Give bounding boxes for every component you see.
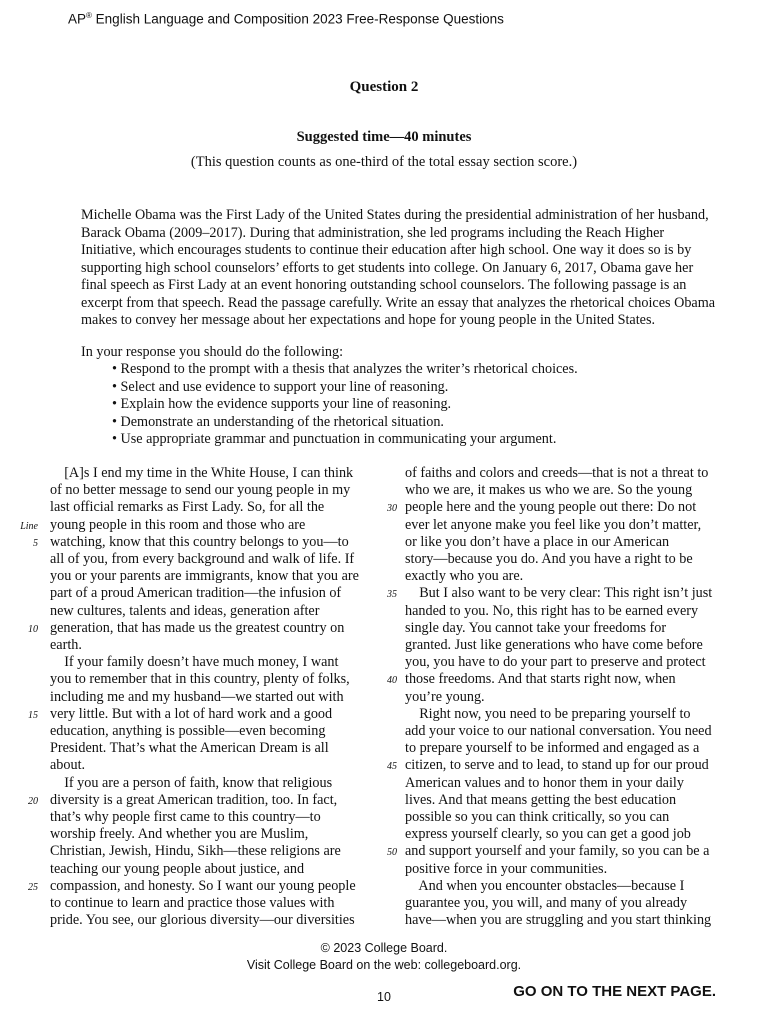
passage-text: you to remember that in this country, plenty of folks, [50, 671, 350, 688]
passage-line [50, 809, 365, 826]
passage-text: add your voice to our national conversation. You need [405, 723, 712, 740]
passage-line [28, 705, 365, 723]
passage-line [405, 654, 725, 671]
line-number: 20 [28, 795, 38, 807]
line-number: 50 [387, 847, 397, 859]
passage-text: diversity is a great American tradition, too. In fact, [50, 791, 338, 808]
passage-text: and support yourself and your family, so you can be a [405, 843, 710, 860]
passage-line [387, 757, 725, 774]
header-ap: AP [68, 11, 87, 27]
passage-text: that’s why people first came to this country—to [50, 809, 321, 826]
passage-text: If you are a person of faith, know that religious [50, 774, 333, 791]
passage-line [405, 465, 725, 482]
passage-text: of no better message to send our young people in my [50, 482, 351, 499]
passage-text: including me and my husband—we started out with [50, 688, 344, 705]
line-number: 30 [387, 503, 397, 515]
passage-text: story—because you do. And you have a right to be [405, 551, 693, 568]
response-lead: In your response you should do the following: [81, 344, 344, 360]
passage-left-column [20, 465, 365, 929]
passage-line [405, 689, 725, 706]
passage-line [50, 757, 365, 774]
passage-line [405, 603, 725, 620]
passage-text: pride. You see, our glorious diversity—our diversities [50, 912, 355, 929]
passage-text: exactly who you are. [405, 568, 524, 585]
passage-text: watching, know that this country belongs to you—to [50, 533, 349, 550]
passage-text: express yourself clearly, so you can get a good job [405, 826, 691, 843]
passage-line [405, 809, 725, 826]
line-number: 25 [28, 881, 38, 893]
passage-line [405, 517, 725, 534]
passage-line [50, 499, 365, 516]
passage-line [405, 706, 725, 723]
passage-text: last official remarks as First Lady. So, for all the [50, 499, 325, 516]
passage-line [405, 723, 725, 740]
passage-text: generation, that has made us the greatest country on [50, 619, 345, 636]
passage-line [50, 775, 365, 792]
visit-line: Visit College Board on the web: collegeboard.org. [246, 958, 522, 972]
passage-line [28, 619, 365, 637]
registered-mark: ® [86, 11, 92, 20]
bullet-item: • Select and use evidence to support your line of reasoning. [112, 378, 449, 395]
passage-text: [A]s I end my time in the White House, I can think [50, 465, 354, 481]
passage-text: earth. [50, 637, 82, 654]
passage-line [50, 826, 365, 843]
passage-line [28, 877, 365, 895]
passage-line [405, 740, 725, 757]
passage-line [20, 516, 365, 534]
passage-text: of faiths and colors and creeds—that is not a threat to [405, 465, 709, 481]
passage-text: young people in this room and those who are [50, 516, 306, 533]
passage-line [50, 637, 365, 654]
passage-text: single day. You cannot take your freedoms for [405, 619, 667, 636]
passage-text: worship freely. And whether you are Muslim, [50, 826, 309, 843]
line-number: 15 [28, 709, 38, 721]
passage-right-column [387, 465, 725, 929]
bullet-item: • Demonstrate an understanding of the rhetorical situation. [112, 413, 444, 430]
passage-text: all of you, from every background and walk of life. If [50, 551, 355, 568]
passage-line [405, 878, 725, 895]
score-note: (This question counts as one-third of the total essay section score.) [190, 154, 578, 170]
passage-line [405, 482, 725, 499]
passage-line [50, 912, 365, 929]
passage-text: possible so you can think critically, so you can [405, 809, 670, 826]
passage-line [405, 637, 725, 654]
passage-text: to continue to learn and practice those values with [50, 895, 335, 912]
passage-text: handed to you. No, this right has to be earned every [405, 602, 699, 619]
passage-line [405, 568, 725, 585]
question-title: Question 2 [349, 79, 419, 95]
passage-line [405, 826, 725, 843]
passage-line [387, 499, 725, 516]
passage-text: people here and the young people out there: Do not [405, 499, 697, 516]
line-number: 35 [387, 589, 397, 601]
passage-text: have—when you are struggling and you start thinking [405, 912, 712, 929]
line-number: 45 [387, 761, 397, 773]
passage-text: you, you have to do your part to preserve and protect [405, 654, 706, 671]
passage-line [405, 551, 725, 568]
passage-line [405, 861, 725, 878]
passage-text: granted. Just like generations who have come before [405, 637, 703, 654]
passage-line [50, 465, 365, 482]
line-number: 10 [28, 623, 38, 635]
passage-line [405, 792, 725, 809]
passage-text: education, anything is possible—even becoming [50, 723, 326, 740]
passage-line [50, 603, 365, 620]
suggested-time: Suggested time—40 minutes [296, 129, 472, 145]
passage-line [405, 775, 725, 792]
copyright: © 2023 College Board. [320, 941, 448, 955]
line-number: 40 [387, 675, 397, 687]
passage-text: teaching our young people about justice, and [50, 860, 305, 877]
passage-line [387, 843, 725, 860]
passage-text: or like you don’t have a place in our American [405, 533, 670, 550]
passage-text: ever let anyone make you feel like you don’t matter, [405, 516, 702, 533]
go-on-notice: GO ON TO THE NEXT PAGE. [513, 983, 716, 1000]
passage-line [50, 861, 365, 878]
passage-text: about. [50, 757, 86, 774]
passage-text: And when you encounter obstacles—because I [405, 877, 685, 894]
passage-line [50, 585, 365, 602]
passage-text: those freedoms. And that starts right now, when [405, 671, 676, 688]
passage-line [387, 671, 725, 688]
header-title: English Language and Composition 2023 Free-Response Questions [91, 11, 504, 27]
passage-line [50, 654, 365, 671]
passage-text: to prepare yourself to be informed and engaged as a [405, 740, 700, 757]
passage-line [405, 534, 725, 551]
passage-text: lives. And that means getting the best education [405, 791, 677, 808]
passage-text: new cultures, talents and ideas, generation after [50, 602, 320, 619]
passage-line [387, 585, 725, 602]
passage-text: But I also want to be very clear: This right isn’t just [405, 585, 713, 602]
bullet-item: • Respond to the prompt with a thesis that analyzes the writer’s rhetorical choices. [112, 361, 578, 377]
passage-text: positive force in your communities. [405, 860, 608, 877]
passage-line [50, 568, 365, 585]
passage-text: Right now, you need to be preparing yourself to [405, 705, 691, 722]
passage-line [50, 843, 365, 860]
line-number: Line [20, 520, 38, 532]
passage-line [405, 620, 725, 637]
passage-line [50, 895, 365, 912]
passage-text: you or your parents are immigrants, know that you are [50, 568, 359, 585]
passage-line [28, 791, 365, 809]
line-number: 5 [33, 537, 38, 549]
passage-line [50, 482, 365, 499]
prompt-intro: Michelle Obama was the First Lady of the United States during the presidential administration of her husband, Barack Obama (2009–2017). During that administration, she led programs including the Reach Higher Initiative, which encourages students to continue their education after high school. One way it does so is by supporting high school counselors’ efforts to get students into college. On January 6, 2017, Obama gave her final speech as First Lady at an event honoring outstanding school counselors. The following passage is an excerpt from that speech. Read the passage carefully. Write an essay that analyzes the rhetorical choices Obama makes to convey her message about her expectations and hope for young people in the United States. [81, 207, 716, 328]
response-bullets [112, 361, 578, 449]
passage-text: compassion, and honesty. So I want our young people [50, 877, 356, 894]
passage-text: If your family doesn’t have much money, I want [50, 654, 339, 671]
passage-line [405, 912, 725, 929]
passage-line [33, 533, 365, 551]
passage-line [50, 740, 365, 757]
passage-text: Christian, Jewish, Hindu, Sikh—these religions are [50, 843, 341, 860]
passage-text: very little. But with a lot of hard work and a good [50, 705, 333, 722]
passage-text: part of a proud American tradition—the infusion of [50, 585, 342, 602]
passage-line [50, 551, 365, 568]
bullet-item: • Use appropriate grammar and punctuation in communicating your argument. [112, 431, 557, 447]
passage-text: citizen, to serve and to lead, to stand up for our proud [405, 757, 709, 774]
passage-line [50, 671, 365, 688]
passage-text: American values and to honor them in your daily [405, 774, 684, 791]
passage-text: guarantee you, you will, and many of you already [405, 895, 688, 912]
passage-line [405, 895, 725, 912]
page-header [68, 11, 504, 27]
passage-text: who we are, it makes us who we are. So the young [405, 482, 693, 499]
passage-text: you’re young. [405, 688, 485, 705]
passage-line [50, 689, 365, 706]
bullet-item: • Explain how the evidence supports your line of reasoning. [112, 396, 452, 412]
passage-text: President. That’s what the American Dream is all [50, 740, 329, 757]
passage-line [50, 723, 365, 740]
page-number: 10 [377, 990, 391, 1004]
